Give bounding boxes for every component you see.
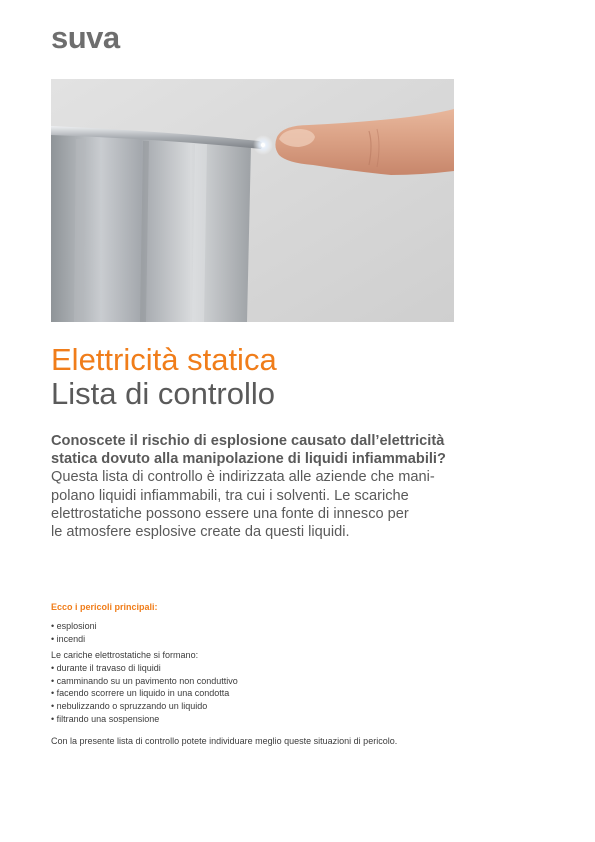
list-item: • nebulizzando o spruzzando un liquido <box>51 700 238 713</box>
intro-body-line: Questa lista di controllo è indirizzata alle aziende che mani- <box>51 469 435 486</box>
intro-body-line: polano liquidi infiammabili, tra cui i solventi. Le scariche <box>51 487 409 504</box>
title-line-checklist: Lista di controllo <box>51 376 276 411</box>
intro-lead-line-2: statica dovuto alla manipolazione di liquidi infiammabili? <box>51 451 446 468</box>
intro-body-line: le atmosfere esplosive create da questi liquidi. <box>51 524 350 541</box>
formation-list <box>51 662 238 726</box>
formation-label: Le cariche elettrostatiche si formano: <box>51 650 199 660</box>
intro-body-line: elettrostatiche possono essere una fonte di innesco per <box>51 505 409 522</box>
closing-sentence: Con la presente lista di controllo potete individuare meglio queste situazioni di pericolo. <box>51 736 398 746</box>
intro-lead-line-1: Conoscete il rischio di esplosione causato dall’elettricità <box>51 433 445 449</box>
title-line-static-electricity: Elettricità statica <box>51 342 277 377</box>
metal-drum-finger-illustration <box>51 79 454 322</box>
suva-logo: suva <box>51 20 120 55</box>
list-item: • facendo scorrere un liquido in una condotta <box>51 687 238 700</box>
dangers-list <box>51 620 97 645</box>
list-item: • esplosioni <box>51 620 97 633</box>
page-title <box>51 343 277 411</box>
hero-photo <box>51 79 454 322</box>
list-item: • durante il travaso di liquidi <box>51 662 238 675</box>
list-item: • filtrando una sospensione <box>51 713 238 726</box>
intro-paragraph <box>51 432 461 541</box>
dangers-heading: Ecco i pericoli principali: <box>51 602 158 612</box>
list-item: • incendi <box>51 633 97 646</box>
list-item: • camminando su un pavimento non conduttivo <box>51 675 238 688</box>
